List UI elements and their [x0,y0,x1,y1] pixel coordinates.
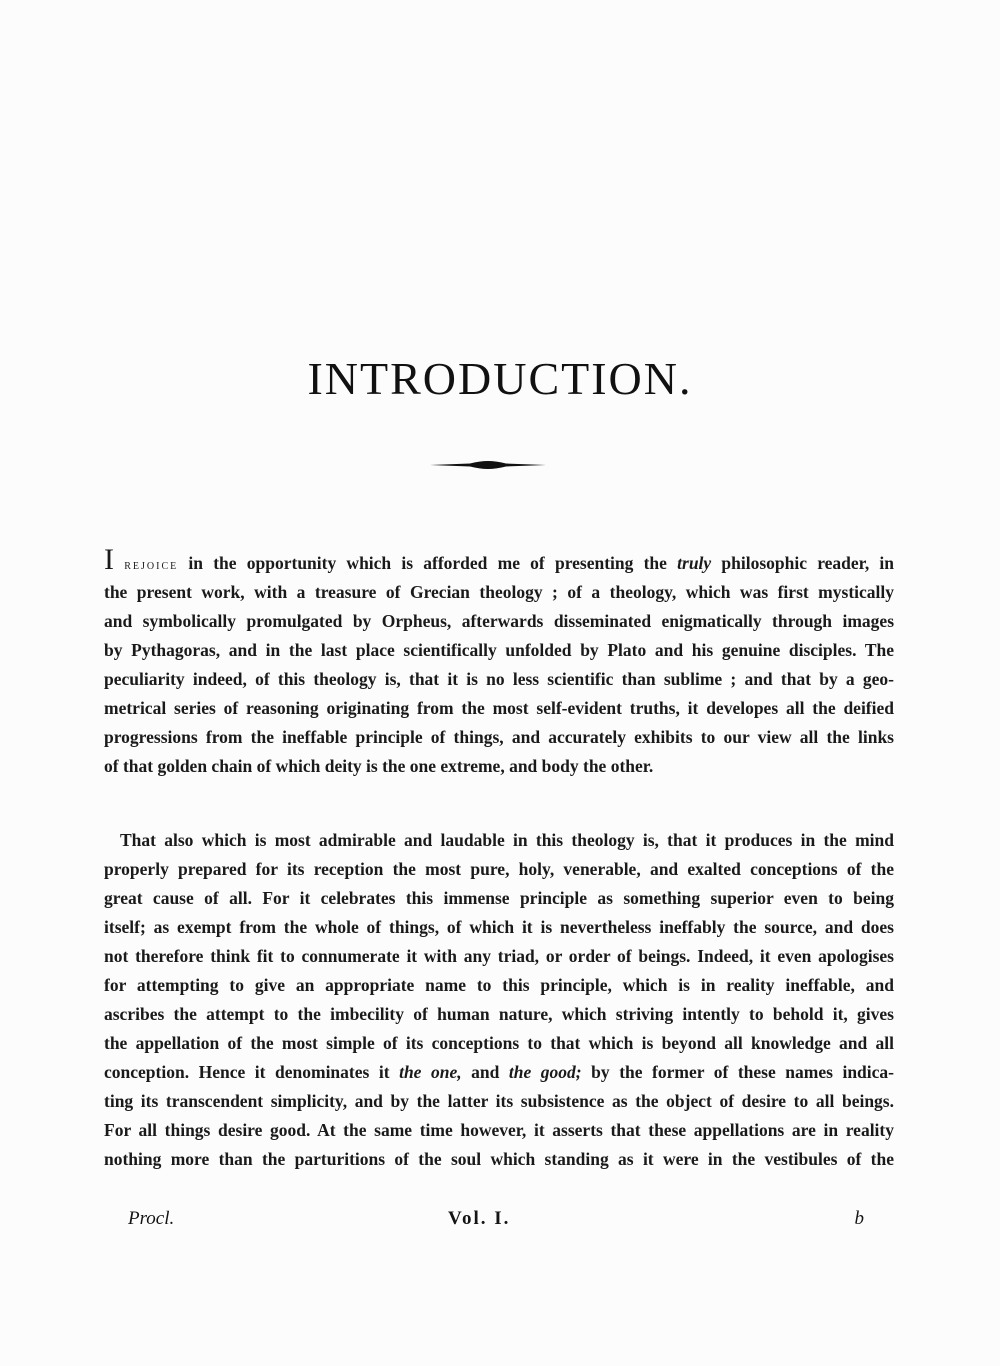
paragraph-1-line-7: progressions from the ineffable principle of things, and accurately exhibits to our view all the links [104,727,894,747]
italic-phrase: the good; [508,1062,582,1082]
paragraph-2 [104,826,894,1174]
line-text: by the former of these names indica- [581,1062,894,1082]
footer-signature-mark: b [854,1208,864,1229]
paragraph-2-line-10: ting its transcendent simplicity, and by the latter its subsistence as the object of desire to all beings. [104,1091,894,1111]
paragraph-2-line-6: for attempting to give an appropriate name to this principle, which is in reality ineffable, and [104,975,894,995]
paragraph-1-line-8: of that golden chain of which deity is the one extreme, and body the other. [104,756,654,776]
paragraph-2-line-11: For all things desire good. At the same time however, it asserts that these appellations are in reality [104,1120,894,1140]
paragraph-1-line-2: the present work, with a treasure of Grecian theology ; of a theology, which was first mystically [104,582,894,602]
paragraph-2-line-7: ascribes the attempt to the imbecility of human nature, which striving intently to behold it, gives [104,1004,894,1024]
footer-volume: Vol. I. [448,1208,511,1229]
line-text: and [461,1062,509,1082]
page-title: INTRODUCTION. [307,353,693,404]
paragraph-1-line-5: peculiarity indeed, of this theology is, that it is no less scientific than sublime ; and that by a geo- [104,669,894,689]
italic-word: truly [677,553,712,573]
paragraph-2-line-2: properly prepared for its reception the most pure, holy, venerable, and exalted conceptions of the [104,859,894,879]
paragraph-2-line-3: great cause of all. For it celebrates this immense principle as something superior even to being [104,888,894,908]
paragraph-1-line-1 [104,549,894,578]
paragraph-1 [104,549,894,781]
paragraph-1-line-6: metrical series of reasoning originating from the most self-evident truths, it developes all the deified [104,698,894,718]
paragraph-2-line-8: the appellation of the most simple of its conceptions to that which is beyond all knowledge and all [104,1033,894,1053]
line-text: in the opportunity which is afforded me of presenting the [178,553,678,573]
paragraph-2-line-12: nothing more than the parturitions of the soul which standing as it were in the vestibules of the [104,1149,894,1169]
page-footer [104,1208,894,1238]
paragraph-2-line-1: That also which is most admirable and laudable in this theology is, that it produces in the mind [120,830,894,850]
paragraph-2-line-5: not therefore think fit to connumerate it with any triad, or order of beings. Indeed, it even apologises [104,946,894,966]
drop-cap: I [104,549,114,576]
paragraph-2-line-9 [104,1058,894,1087]
ornament-divider-icon [430,458,546,472]
line-text: conception. Hence it denominates it [104,1062,400,1082]
paragraph-2-line-4: itself; as exempt from the whole of things, of which it is nevertheless ineffably the source, and does [104,917,894,937]
small-caps-word: rejoice [124,558,179,573]
paragraph-1-line-3: and symbolically promulgated by Orpheus, afterwards disseminated enigmatically through images [104,611,894,631]
paragraph-1-line-4: by Pythagoras, and in the last place scientifically unfolded by Plato and his genuine disciples. The [104,640,894,660]
footer-signature-left: Procl. [128,1208,175,1229]
line-text: philosophic reader, in [711,553,894,573]
italic-phrase: the one, [399,1062,462,1082]
